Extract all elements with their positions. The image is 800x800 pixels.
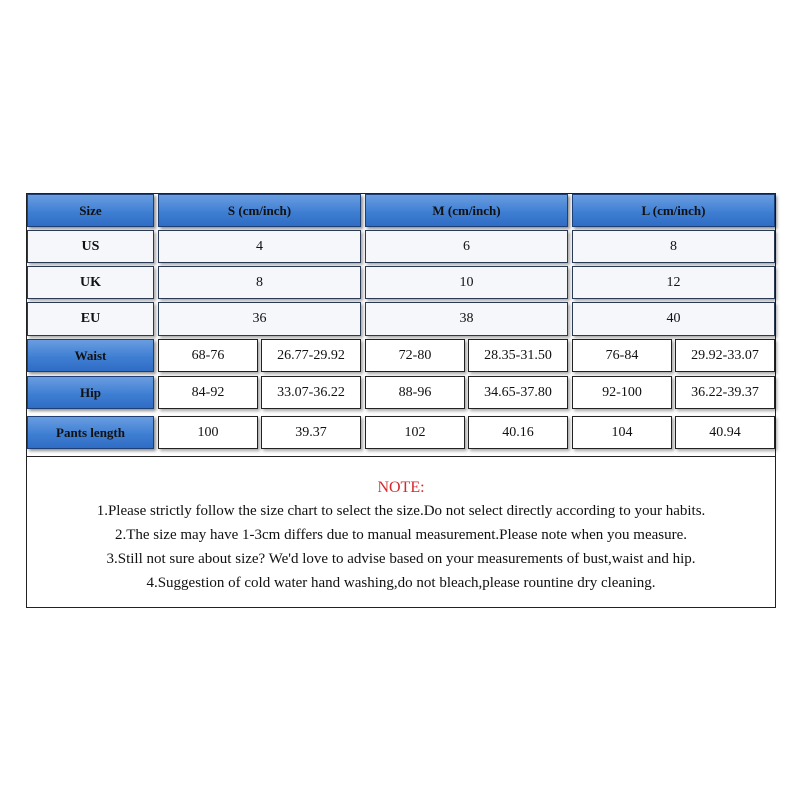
uk-s: 8 [158, 266, 361, 299]
waist-l-inch: 29.92-33.07 [675, 339, 775, 372]
us-l: 8 [572, 230, 775, 263]
note-line-3: 3.Still not sure about size? We'd love to advise based on your measurements of bust,waist and hip. [106, 551, 696, 567]
row-label-waist: Waist [27, 339, 154, 372]
hip-l-cm: 92-100 [572, 376, 672, 409]
header-size: Size [27, 194, 154, 227]
size-chart [26, 193, 776, 608]
header-s: S (cm/inch) [158, 194, 361, 227]
waist-m-inch: 28.35-31.50 [468, 339, 568, 372]
pants-m-inch: 40.16 [468, 416, 568, 449]
us-s: 4 [158, 230, 361, 263]
uk-l: 12 [572, 266, 775, 299]
hip-m-cm: 88-96 [365, 376, 465, 409]
row-label-uk: UK [27, 266, 154, 299]
row-label-eu: EU [27, 302, 154, 336]
pants-s-inch: 39.37 [261, 416, 361, 449]
note-line-1: 1.Please strictly follow the size chart to select the size.Do not select directly according to your habits. [96, 503, 706, 519]
waist-l-cm: 76-84 [572, 339, 672, 372]
waist-m-cm: 72-80 [365, 339, 465, 372]
us-m: 6 [365, 230, 568, 263]
header-m: M (cm/inch) [365, 194, 568, 227]
waist-s-cm: 68-76 [158, 339, 258, 372]
note-line-2: 2.The size may have 1-3cm differs due to manual measurement.Please note when you measure. [114, 527, 688, 543]
eu-l: 40 [572, 302, 775, 336]
row-label-us: US [27, 230, 154, 263]
pants-l-inch: 40.94 [675, 416, 775, 449]
eu-m: 38 [365, 302, 568, 336]
note-line-4: 4.Suggestion of cold water hand washing,do not bleach,please rountine dry cleaning. [146, 575, 656, 591]
hip-m-inch: 34.65-37.80 [468, 376, 568, 409]
hip-s-inch: 33.07-36.22 [261, 376, 361, 409]
notes-section [27, 456, 775, 607]
eu-s: 36 [158, 302, 361, 336]
pants-l-cm: 104 [572, 416, 672, 449]
pants-s-cm: 100 [158, 416, 258, 449]
hip-l-inch: 36.22-39.37 [675, 376, 775, 409]
hip-s-cm: 84-92 [158, 376, 258, 409]
row-label-hip: Hip [27, 376, 154, 409]
size-table [27, 194, 775, 454]
note-title: NOTE: [377, 479, 425, 496]
header-l: L (cm/inch) [572, 194, 775, 227]
pants-m-cm: 102 [365, 416, 465, 449]
row-label-pants-length: Pants length [27, 416, 154, 449]
uk-m: 10 [365, 266, 568, 299]
waist-s-inch: 26.77-29.92 [261, 339, 361, 372]
